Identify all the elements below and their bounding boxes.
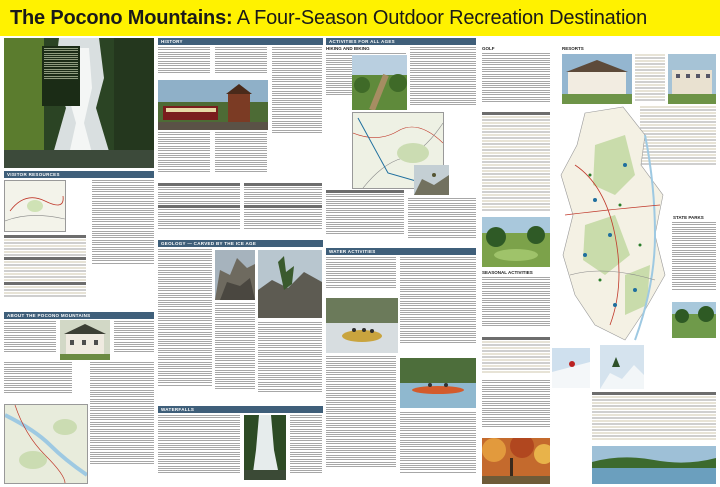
heritage-sites-list bbox=[158, 183, 240, 238]
state-parks-table bbox=[592, 392, 716, 444]
seasonal-text bbox=[482, 277, 550, 335]
visitor-centers-table bbox=[4, 235, 86, 310]
state-park-photo bbox=[672, 302, 716, 338]
canoe-photo bbox=[400, 358, 476, 408]
ski-areas-table bbox=[482, 337, 550, 377]
region-map-svg bbox=[555, 105, 670, 345]
historic-house-photo bbox=[60, 320, 110, 360]
about-text-3 bbox=[4, 362, 72, 402]
water-text-4 bbox=[400, 412, 476, 484]
state-parks-heading: STATE PARKS bbox=[673, 215, 704, 220]
golf-courses-table bbox=[482, 112, 550, 214]
history-text-5 bbox=[215, 132, 267, 180]
golf-heading: GOLF bbox=[482, 46, 495, 51]
snow-scene-photo bbox=[600, 345, 644, 389]
hiking-text-3 bbox=[408, 198, 476, 248]
hiking-heading: HIKING AND BIKING bbox=[326, 46, 370, 51]
skier-photo bbox=[552, 348, 590, 388]
state-parks-text bbox=[672, 222, 716, 302]
section-visitor-resources: VISITOR RESOURCES bbox=[4, 171, 154, 178]
section-waterfalls: WATERFALLS bbox=[158, 406, 323, 413]
history-text bbox=[158, 47, 210, 79]
pocono-region-map bbox=[555, 105, 670, 345]
history-text-3 bbox=[272, 47, 322, 147]
section-about: ABOUT THE POCONO MOUNTAINS bbox=[4, 312, 154, 319]
train-photo bbox=[158, 80, 268, 130]
waterfalls-text-2 bbox=[290, 415, 322, 485]
about-text bbox=[4, 321, 56, 359]
geology-text-3 bbox=[258, 322, 322, 404]
section-history: HISTORY bbox=[158, 38, 323, 45]
section-water: WATER ACTIVITIES bbox=[326, 248, 476, 255]
trail-list bbox=[326, 190, 404, 245]
rock-formation-photo bbox=[215, 250, 255, 300]
lake-photo bbox=[592, 446, 716, 484]
museums-list bbox=[244, 183, 322, 238]
history-text-4 bbox=[158, 132, 210, 180]
geology-text-2 bbox=[215, 303, 255, 403]
about-text-2 bbox=[114, 321, 154, 359]
title-main: The Pocono Mountains: bbox=[10, 7, 233, 29]
resort-photo-2 bbox=[668, 54, 716, 104]
fall-foliage-photo bbox=[482, 438, 550, 484]
rafting-photo bbox=[326, 298, 398, 353]
glacial-rock-photo bbox=[258, 250, 322, 318]
water-text-3 bbox=[326, 356, 396, 484]
title-subtitle: A Four-Season Outdoor Recreation Destination bbox=[232, 7, 648, 29]
about-text-4 bbox=[90, 362, 154, 480]
water-text bbox=[326, 257, 396, 297]
resorts-heading: RESORTS bbox=[562, 46, 584, 51]
waterfalls-text bbox=[158, 415, 240, 485]
hiker-photo bbox=[414, 165, 449, 195]
delaware-water-gap-map bbox=[4, 404, 88, 484]
water-text-2 bbox=[400, 257, 476, 357]
intro-text-column bbox=[42, 46, 80, 106]
golf-course-photo bbox=[482, 217, 550, 267]
seasonal-heading: SEASONAL ACTIVITIES bbox=[482, 270, 533, 275]
regional-locator-map bbox=[4, 180, 66, 232]
section-activities: ACTIVITIES FOR ALL AGES bbox=[326, 38, 476, 45]
hiking-text-2 bbox=[410, 47, 476, 117]
geology-text bbox=[158, 249, 212, 404]
section-geology: GEOLOGY — CARVED BY THE ICE AGE bbox=[158, 240, 323, 247]
golf-text bbox=[482, 53, 550, 113]
resorts-list bbox=[635, 54, 665, 104]
title-banner bbox=[0, 0, 720, 36]
page-title bbox=[10, 5, 647, 31]
small-waterfall-photo bbox=[244, 415, 286, 480]
seasonal-text-2 bbox=[482, 380, 550, 436]
visitor-resources-list bbox=[92, 180, 154, 275]
trail-photo bbox=[352, 55, 407, 110]
history-text-2 bbox=[215, 47, 267, 79]
resort-photo bbox=[562, 54, 632, 104]
